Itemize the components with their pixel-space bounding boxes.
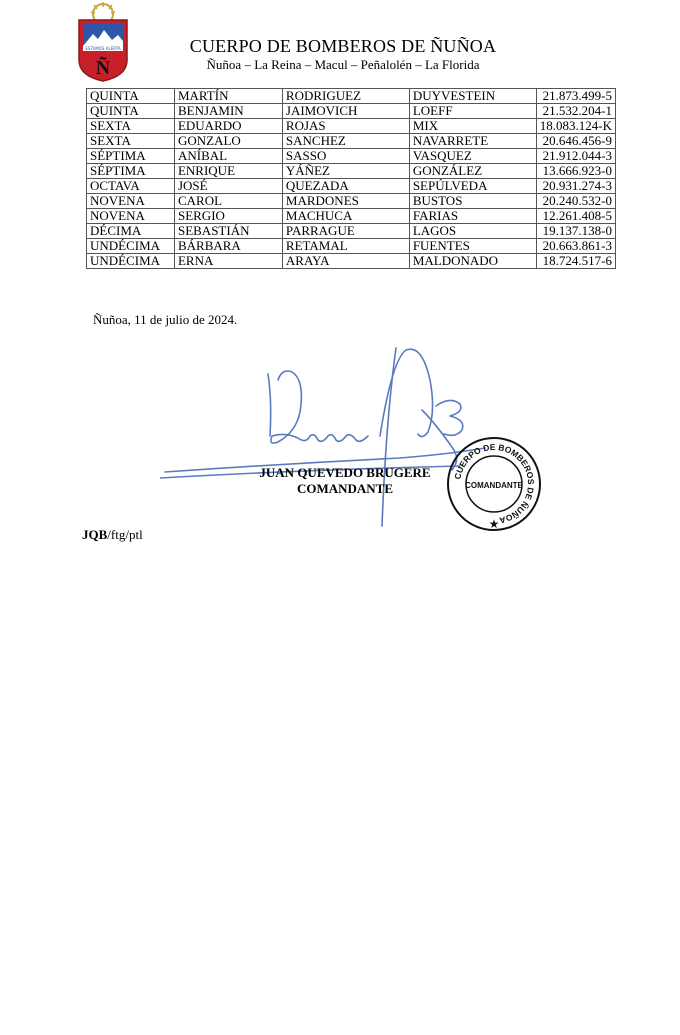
table-cell: RETAMAL (282, 239, 409, 254)
table-cell: ENRIQUE (174, 164, 282, 179)
table-cell: QUEZADA (282, 179, 409, 194)
table-cell: BÁRBARA (174, 239, 282, 254)
table-cell: PARRAGUE (282, 224, 409, 239)
table-cell: JAIMOVICH (282, 104, 409, 119)
table-cell: FARIAS (409, 209, 536, 224)
table-cell: ROJAS (282, 119, 409, 134)
table-cell: YÁÑEZ (282, 164, 409, 179)
table-row (87, 224, 616, 239)
table-cell: 21.873.499-5 (536, 89, 615, 104)
document-header-subtitle: Ñuñoa – La Reina – Macul – Peñalolén – La Florida (206, 57, 480, 72)
reference-initials (82, 527, 143, 543)
table-cell: SEPÚLVEDA (409, 179, 536, 194)
table-cell: MALDONADO (409, 254, 536, 269)
table-row (87, 179, 616, 194)
table-cell: 13.666.923-0 (536, 164, 615, 179)
table-cell: DÉCIMA (87, 224, 175, 239)
table-row (87, 89, 616, 104)
initials-bold: JQB (82, 527, 108, 542)
personnel-table-body (87, 89, 616, 269)
table-cell: DUYVESTEIN (409, 89, 536, 104)
table-row (87, 254, 616, 269)
table-cell: QUINTA (87, 104, 175, 119)
table-cell: SÉPTIMA (87, 149, 175, 164)
table-cell: UNDÉCIMA (87, 254, 175, 269)
table-row (87, 239, 616, 254)
table-cell: 21.532.204-1 (536, 104, 615, 119)
table-cell: SERGIO (174, 209, 282, 224)
table-cell: RODRIGUEZ (282, 89, 409, 104)
table-cell: MIX (409, 119, 536, 134)
table-cell: GONZALO (174, 134, 282, 149)
table-cell: VASQUEZ (409, 149, 536, 164)
table-row (87, 134, 616, 149)
table-cell: MARDONES (282, 194, 409, 209)
table-cell: 20.663.861-3 (536, 239, 615, 254)
table-cell: NAVARRETE (409, 134, 536, 149)
table-cell: 21.912.044-3 (536, 149, 615, 164)
table-cell: MARTÍN (174, 89, 282, 104)
table-cell: BUSTOS (409, 194, 536, 209)
table-cell: 20.931.274-3 (536, 179, 615, 194)
table-cell: CAROL (174, 194, 282, 209)
table-cell: 18.724.517-6 (536, 254, 615, 269)
table-cell: UNDÉCIMA (87, 239, 175, 254)
table-cell: NOVENA (87, 209, 175, 224)
table-cell: SEXTA (87, 119, 175, 134)
table-cell: QUINTA (87, 89, 175, 104)
fire-department-crest-logo (74, 2, 132, 82)
document-header-title: CUERPO DE BOMBEROS DE ÑUÑOA (189, 36, 497, 56)
table-cell: NOVENA (87, 194, 175, 209)
stamp-ring-text: CUERPO DE BOMBEROS DE ÑUÑOA (452, 441, 537, 526)
table-cell: 18.083.124-K (536, 119, 615, 134)
table-cell: SEBASTIÁN (174, 224, 282, 239)
table-cell: OCTAVA (87, 179, 175, 194)
table-row (87, 119, 616, 134)
table-cell: MACHUCA (282, 209, 409, 224)
table-cell: SANCHEZ (282, 134, 409, 149)
place-and-date: Ñuñoa, 11 de julio de 2024. (93, 312, 238, 327)
table-cell: JOSÉ (174, 179, 282, 194)
logo-letter: Ñ (95, 57, 111, 79)
initials-rest: /ftg/ptl (107, 527, 143, 542)
table-cell: 12.261.408-5 (536, 209, 615, 224)
table-cell: 20.646.456-9 (536, 134, 615, 149)
table-cell: FUENTES (409, 239, 536, 254)
stamp-star-icon: ★ (488, 517, 500, 531)
table-cell: ERNA (174, 254, 282, 269)
table-cell: LOEFF (409, 104, 536, 119)
table-cell: 19.137.138-0 (536, 224, 615, 239)
table-row (87, 194, 616, 209)
table-cell: SEXTA (87, 134, 175, 149)
table-row (87, 149, 616, 164)
table-cell: EDUARDO (174, 119, 282, 134)
table-cell: SASSO (282, 149, 409, 164)
table-cell: 20.240.532-0 (536, 194, 615, 209)
table-row (87, 104, 616, 119)
signer-title: COMANDANTE (296, 481, 394, 496)
table-cell: GONZÁLEZ (409, 164, 536, 179)
logo-motto: ESTAMOS ALERTA (85, 46, 121, 51)
stamp-center-text: COMANDANTE (465, 481, 523, 490)
table-row (87, 164, 616, 179)
table-cell: ARAYA (282, 254, 409, 269)
personnel-table (86, 88, 616, 269)
table-cell: ANÍBAL (174, 149, 282, 164)
table-cell: LAGOS (409, 224, 536, 239)
table-cell: SÉPTIMA (87, 164, 175, 179)
table-cell: BENJAMIN (174, 104, 282, 119)
table-row (87, 209, 616, 224)
signer-name: JUAN QUEVEDO BRUGERE (259, 465, 431, 480)
